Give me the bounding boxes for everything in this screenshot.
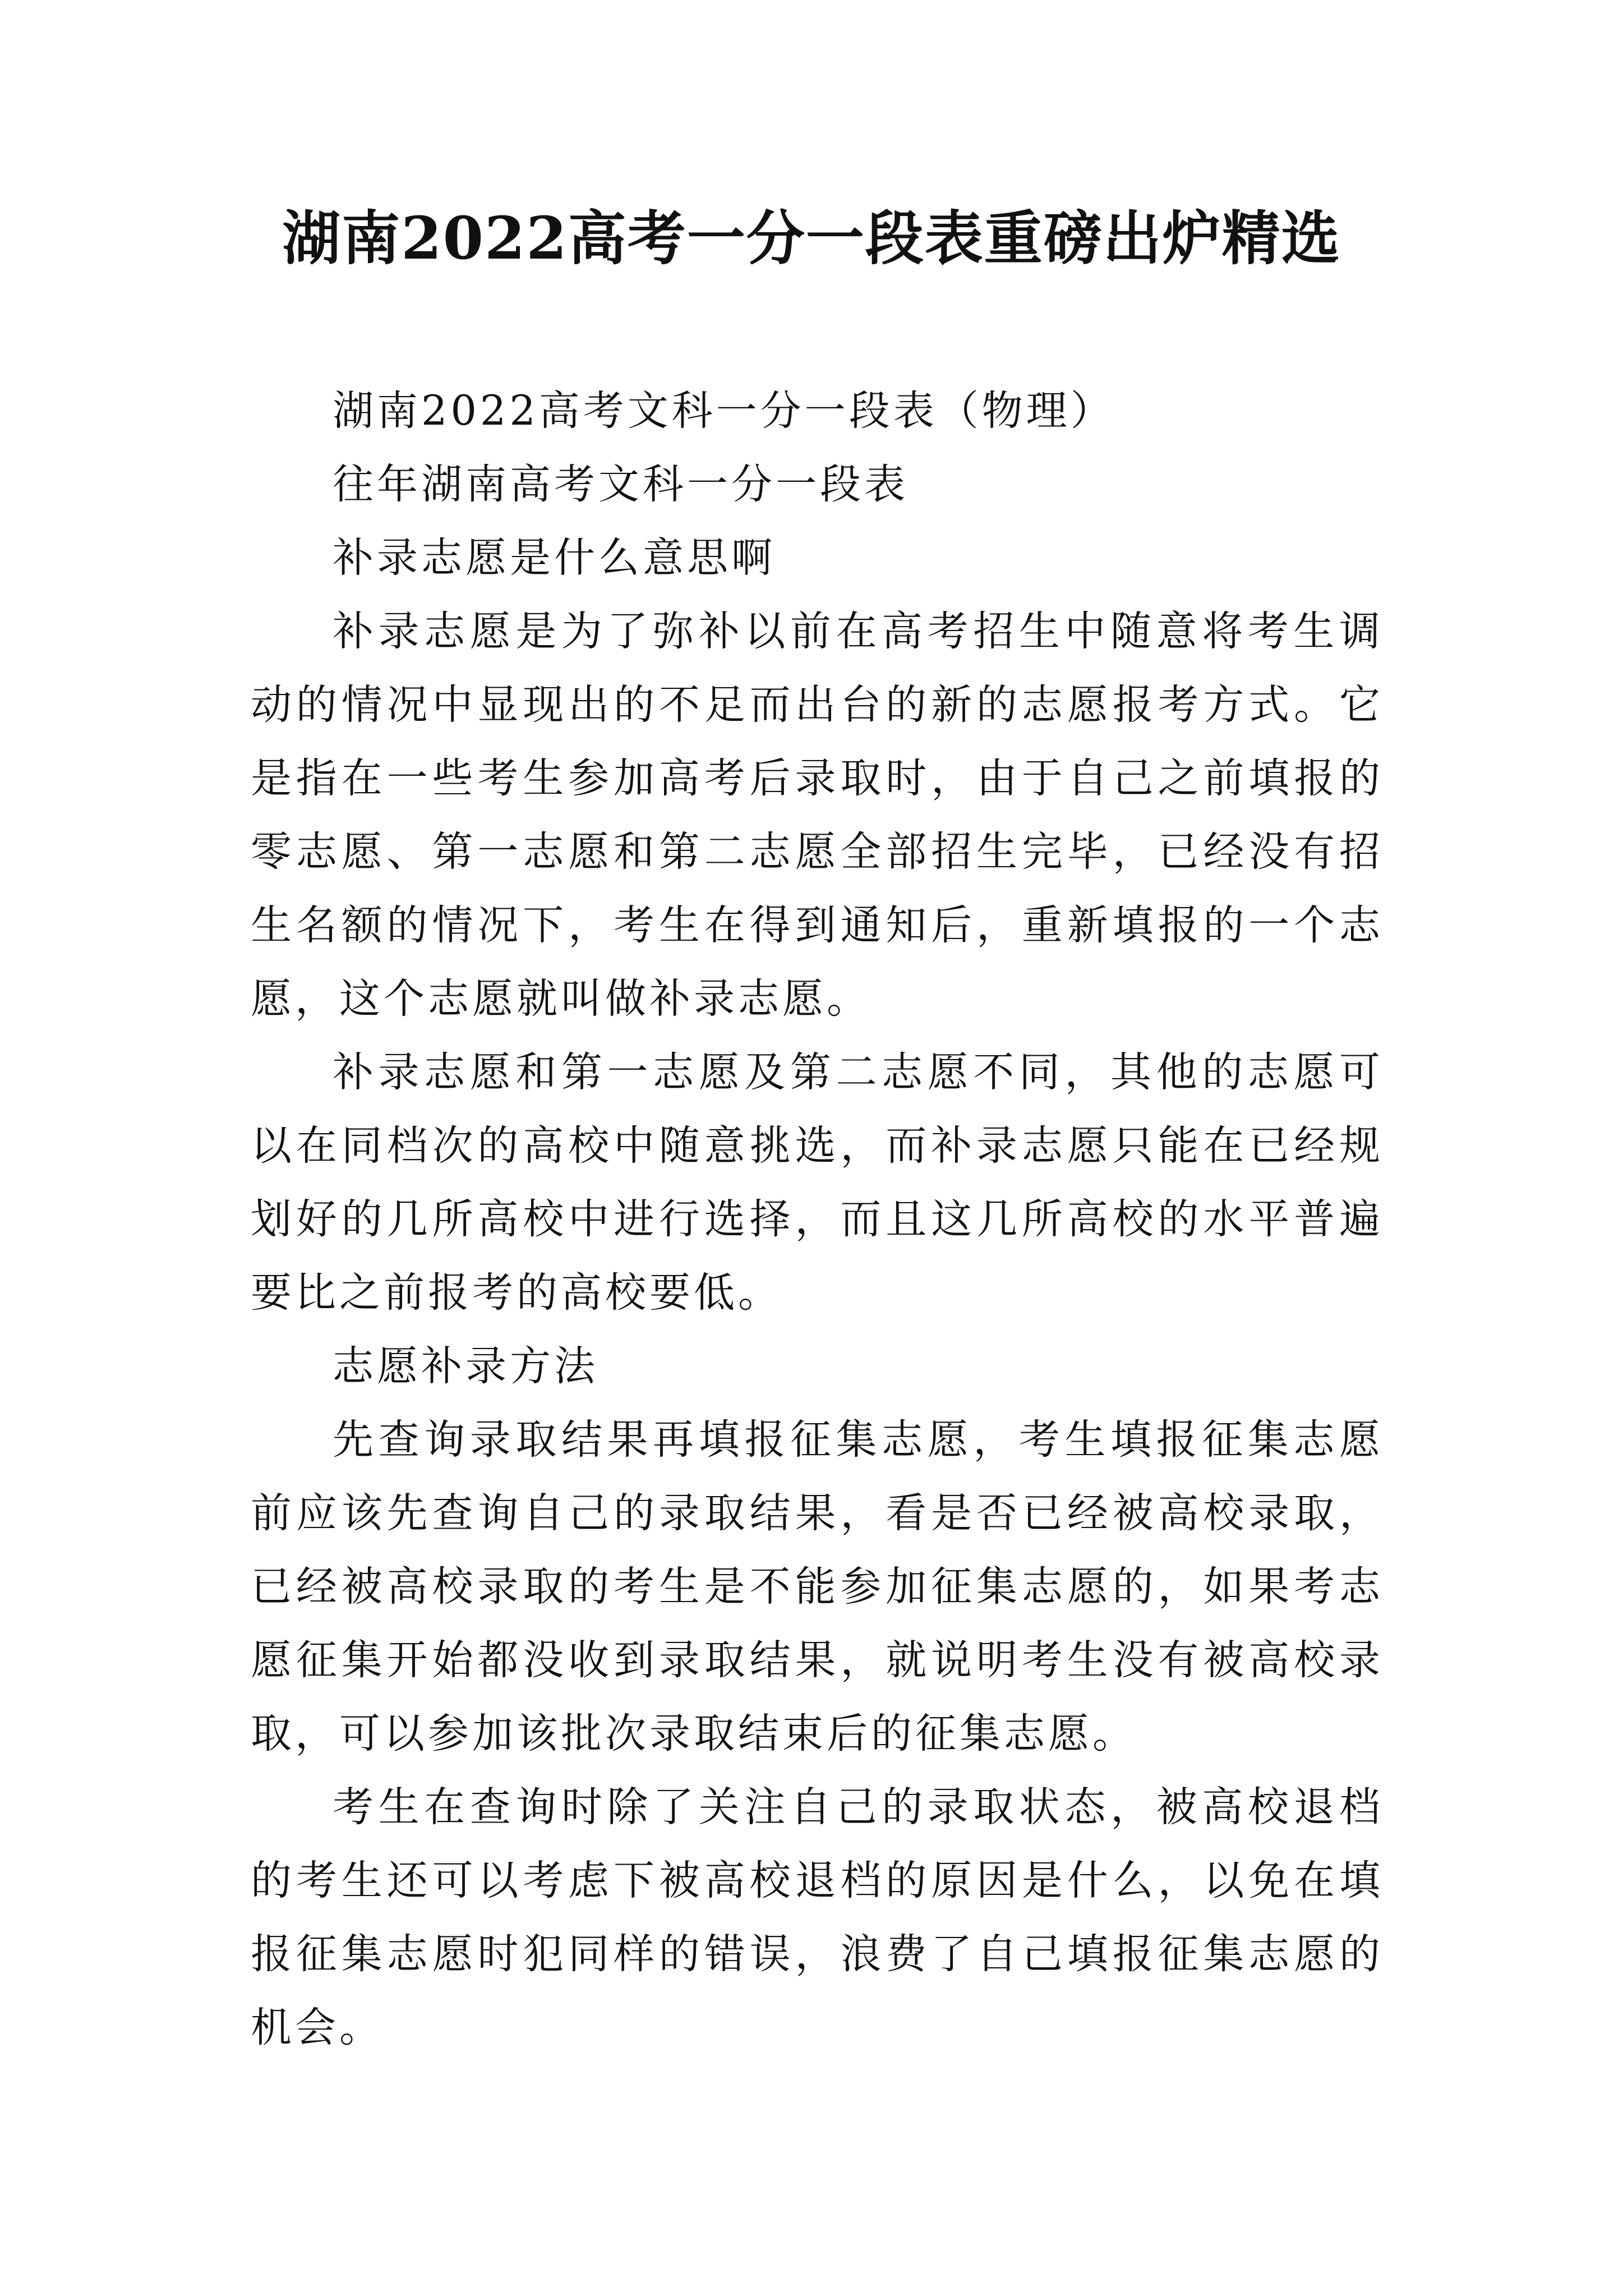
paragraph-heading-supplementary-method: 志愿补录方法 [333, 1342, 598, 1390]
document-body [251, 374, 1384, 2064]
paragraph-supplementary-definition: 补录志愿是为了弥补以前在高考招生中随意将考生调动的情况中显现出的不足而出台的新的志愿报考方式。它是指在一些考生参加高考后录取时，由于自己之前填报的零志愿、第一志愿和第二志愿全部招生完毕，已经没有招生名额的情况下，考生在得到通知后，重新填报的一个志愿，这个志愿就叫做补录志愿。 [251, 608, 1384, 1023]
paragraph-check-results-first: 先查询录取结果再填报征集志愿，考生填报征集志愿前应该先查询自己的录取结果，看是否已经被高校录取，已经被高校录取的考生是不能参加征集志愿的，如果考志愿征集开始都没收到录取结果，就说明考生没有被高校录取，可以参加该批次录取结束后的征集志愿。 [251, 1416, 1384, 1757]
paragraph-withdrawal-reasons: 考生在查询时除了关注自己的录取状态，被高校退档的考生还可以考虑下被高校退档的原因是什么，以免在填报征集志愿时犯同样的错误，浪费了自己填报征集志愿的机会。 [251, 1783, 1384, 2051]
document-title: 湖南2022高考一分一段表重磅出炉精选 [282, 204, 1341, 273]
paragraph-supplementary-difference: 补录志愿和第一志愿及第二志愿不同，其他的志愿可以在同档次的高校中随意挑选，而补录志愿只能在已经规划好的几所高校中进行选择，而且这几所高校的水平普遍要比之前报考的高校要低。 [251, 1048, 1384, 1317]
paragraph-heading-rank-table: 湖南2022高考文科一分一段表（物理） [333, 387, 1115, 435]
paragraph-heading-supplementary-meaning: 补录志愿是什么意思啊 [333, 534, 776, 582]
paragraph-heading-past-table: 往年湖南高考文科一分一段表 [333, 461, 909, 508]
